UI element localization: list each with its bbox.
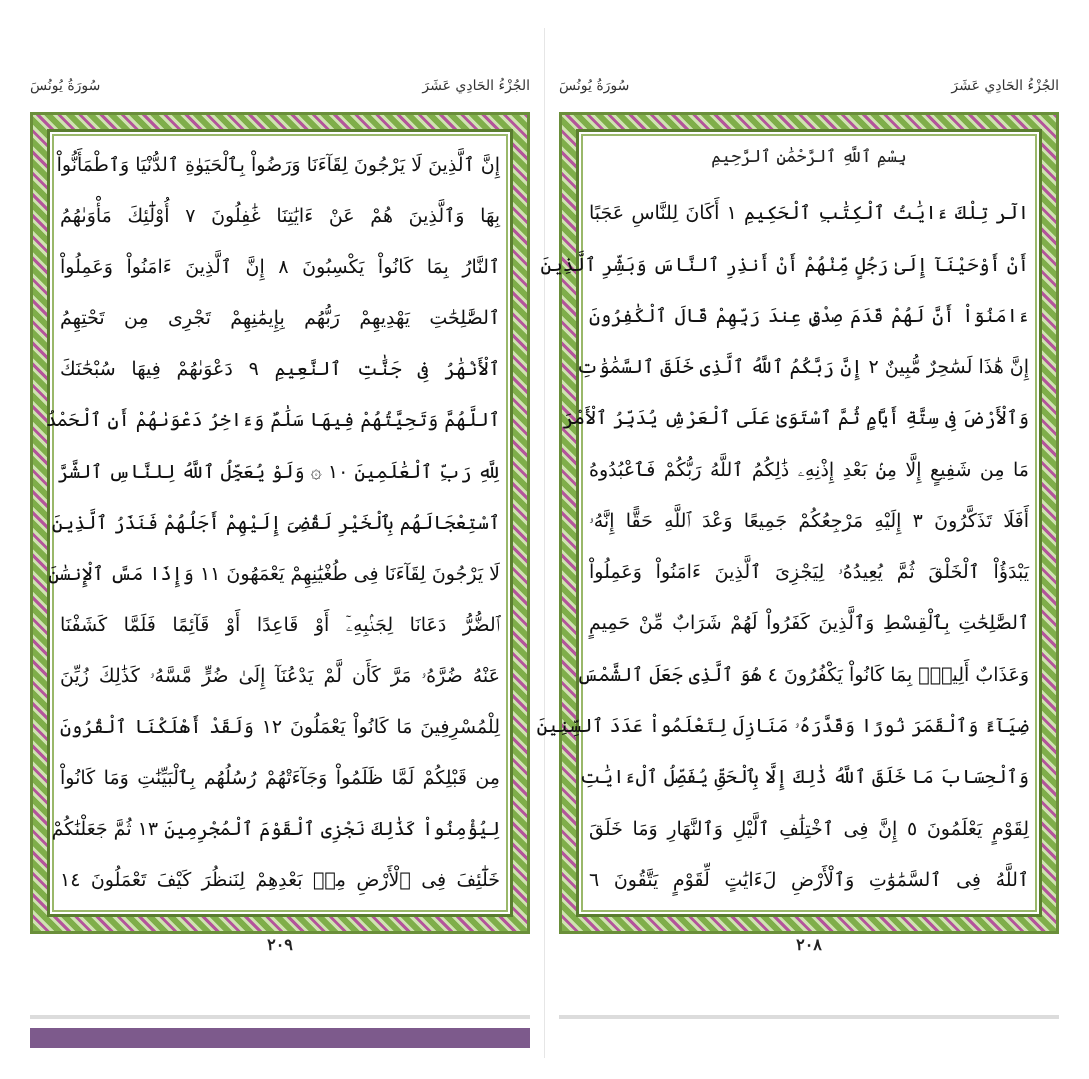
verse-line: مَا مِن شَفِيعٍ إِلَّا مِنۢ بَعْدِ إِذْنِهِۦ ذَٰلِكُمُ ٱللَّهُ رَبُّكُمْ فَٱعْبُدُوهُ [589,458,1029,481]
verse-line: الٓر تِلْكَ ءَايَٰتُ ٱلْكِتَٰبِ ٱلْحَكِيمِ ١ أَكَانَ لِلنَّاسِ عَجَبًا [589,202,1029,225]
verse-line: ٱللَّهُمَّ وَتَحِيَّتُهُمْ فِيهَا سَلَٰمٌ وَءَاخِرُ دَعْوَىٰهُمْ أَنِ ٱلْحَمْدُ [45,409,500,432]
verse-line: ٱلْأَنْهَٰرُ فِى جَنَّٰتِ ٱلنَّعِيمِ ٩ دَعْوَىٰهُمْ فِيهَا سُبْحَٰنَكَ [60,358,500,381]
verse-line: أَنْ أَوْحَيْنَآ إِلَىٰ رَجُلٍ مِّنْهُمْ أَنْ أَنذِرِ ٱلنَّاسَ وَبَشِّرِ ٱلَّذِينَ [540,253,1029,276]
verse-line: وَٱلْأَرْضَ فِى سِتَّةِ أَيَّامٍ ثُمَّ ٱسْتَوَىٰ عَلَى ٱلْعَرْشِ يُدَبِّرُ ٱلْأَمْرَ [562,407,1029,430]
verse-line: أَفَلَا تَذَكَّرُونَ ٣ إِلَيْهِ مَرْجِعُكُمْ جَمِيعًا وَعْدَ ٱللَّهِ حَقًّا إِنَّهُۥ [589,509,1029,532]
verse-line: وَعَذَابٌ أَلِيمٌۢ بِمَا كَانُواْ يَكْفُرُونَ ٤ هُوَ ٱلَّذِى جَعَلَ ٱلشَّمْسَ [576,663,1029,686]
surah-name-header: سُورَةُ يُونُسَ [30,78,101,94]
mushaf-page-left [30,40,530,1060]
verse-line: عَنْهُ ضُرَّهُۥ مَرَّ كَأَن لَّمْ يَدْعُنَآ إِلَىٰ ضُرٍّ مَّسَّهُۥ كَذَٰلِكَ زُيِّنَ [60,664,500,687]
verse-line: مِن قَبْلِكُمْ لَمَّا ظَلَمُواْ وَجَآءَتْهُمْ رُسُلُهُم بِٱلْبَيِّنَٰتِ وَمَا كَانُواْ [60,766,500,789]
scroll-track [30,1015,530,1019]
verse-line: ءَامَنُوٓاْ أَنَّ لَهُمْ قَدَمَ صِدْقٍ عِندَ رَبِّهِمْ قَالَ ٱلْكَٰفِرُونَ [589,304,1029,327]
verse-line: ضِيَآءً وَٱلْقَمَرَ نُورًا وَقَدَّرَهُۥ مَنَازِلَ لِتَعْلَمُواْ عَدَدَ ٱلسِّنِينَ [536,715,1029,738]
juz-header: الجُزْءُ الحَادِي عَشَرَ [951,78,1059,94]
bismillah: بِسْمِ ٱللَّهِ ٱلرَّحْمَٰنِ ٱلرَّحِيمِ [711,147,907,167]
bottom-toolbar[interactable] [30,1028,530,1048]
verse-line: خَلَٰٓئِفَ فِى ٱلْأَرْضِ مِنۢ بَعْدِهِمْ لِنَنظُرَ كَيْفَ تَعْمَلُونَ ١٤ [60,869,500,891]
juz-header: الجُزْءُ الحَادِي عَشَرَ [422,78,530,94]
verse-line: ٱللَّهُ فِى ٱلسَّمَٰوَٰتِ وَٱلْأَرْضِ لَءَايَٰتٍ لِّقَوْمٍ يَتَّقُونَ ٦ [589,868,1029,891]
verse-line: إِنَّ ٱلَّذِينَ لَا يَرْجُونَ لِقَآءَنَا وَرَضُواْ بِٱلْحَيَوٰةِ ٱلدُّنْيَا وَٱطْمَأَنُّواْ [56,154,500,177]
page-divider [544,28,545,1058]
mushaf-page-right [536,40,1059,1060]
verse-line: لِلَّهِ رَبِّ ٱلْعَٰلَمِينَ ١٠ ۞ وَلَوْ يُعَجِّلُ ٱللَّهُ لِلنَّاسِ ٱلشَّرَّ [57,460,500,483]
verse-line: لِلْمُسْرِفِينَ مَا كَانُواْ يَعْمَلُونَ ١٢ وَلَقَدْ أَهْلَكْنَا ٱلْقُرُونَ [60,715,500,738]
verse-line: لَا يَرْجُونَ لِقَآءَنَا فِى طُغْيَٰنِهِمْ يَعْمَهُونَ ١١ وَإِذَا مَسَّ ٱلْإِنسَٰنَ [48,562,500,585]
verse-line: ٱلصَّٰلِحَٰتِ يَهْدِيهِمْ رَبُّهُم بِإِيمَٰنِهِمْ تَجْرِى مِن تَحْتِهِمُ [60,307,500,330]
verse-line: ٱلنَّارُ بِمَا كَانُواْ يَكْسِبُونَ ٨ إِنَّ ٱلَّذِينَ ءَامَنُواْ وَعَمِلُواْ [60,256,500,279]
verse-line: لِقَوْمٍ يَعْلَمُونَ ٥ إِنَّ فِى ٱخْتِلَٰفِ ٱلَّيْلِ وَٱلنَّهَارِ وَمَا خَلَقَ [589,817,1029,840]
ornamental-border [30,112,530,934]
text-block [536,129,1042,917]
verse-line: وَٱلْحِسَابَ مَا خَلَقَ ٱللَّهُ ذَٰلِكَ إِلَّا بِٱلْحَقِّ يُفَصِّلُ ٱلْءَايَٰتِ [579,766,1029,789]
verse-line: بِهَا وَٱلَّذِينَ هُمْ عَنْ ءَايَٰتِنَا غَٰفِلُونَ ٧ أُوْلَٰٓئِكَ مَأْوَىٰهُمُ [60,205,500,228]
verse-line: لِيُؤْمِنُواْ كَذَٰلِكَ نَجْزِى ٱلْقَوْمَ ٱلْمُجْرِمِينَ ١٣ ثُمَّ جَعَلْنَٰكُمْ [51,817,500,840]
page-number: ٢٠٩ [267,935,293,954]
verse-lines [536,188,1029,906]
verse-lines [45,140,500,906]
ornamental-border [536,112,1059,934]
verse-line: ٱلصَّٰلِحَٰتِ بِٱلْقِسْطِ وَٱلَّذِينَ كَفَرُواْ لَهُمْ شَرَابٌ مِّنْ حَمِيمٍ [589,612,1029,635]
scroll-track [559,1015,1059,1019]
verse-line: يَبْدَؤُاْ ٱلْخَلْقَ ثُمَّ يُعِيدُهُۥ لِيَجْزِىَ ٱلَّذِينَ ءَامَنُواْ وَعَمِلُواْ [589,561,1029,584]
verse-line: إِنَّ هَٰذَا لَسَٰحِرٌ مُّبِينٌ ٢ إِنَّ رَبَّكُمُ ٱللَّهُ ٱلَّذِى خَلَقَ ٱلسَّمَٰوَٰتِ [576,356,1029,379]
surah-name-header: سُورَةُ يُونُسَ [559,78,630,94]
verse-line: ٱسْتِعْجَالَهُم بِٱلْخَيْرِ لَقُضِىَ إِلَيْهِمْ أَجَلُهُمْ فَنَذَرُ ٱلَّذِينَ [51,511,500,534]
text-block [47,129,513,917]
page-number: ٢٠٨ [796,935,822,954]
verse-line: ٱلضُّرُّ دَعَانَا لِجَنۢبِهِۦٓ أَوْ قَاعِدًا أَوْ قَآئِمًا فَلَمَّا كَشَفْنَا [60,613,500,636]
